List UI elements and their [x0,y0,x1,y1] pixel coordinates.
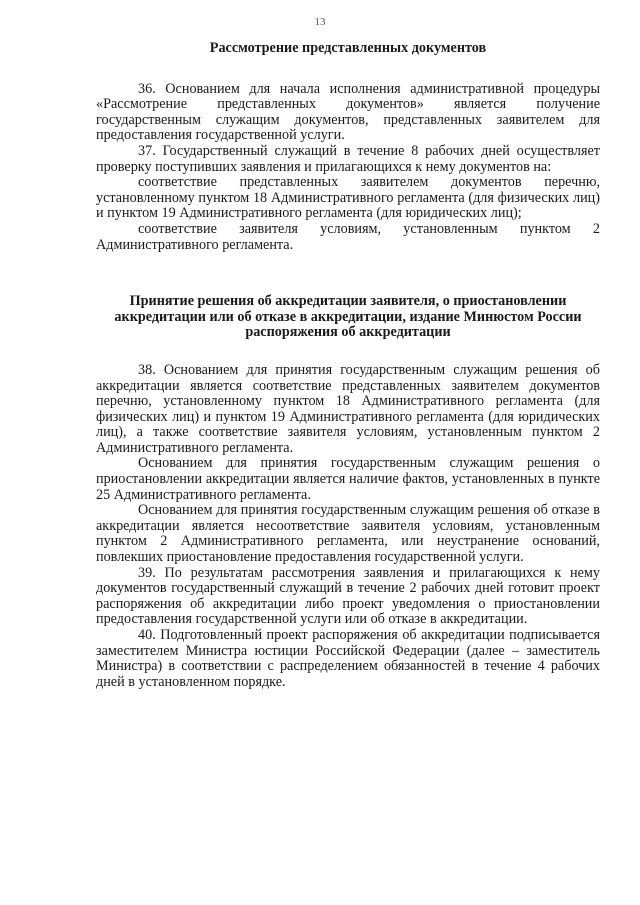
paragraph-39: 39. По результатам рассмотрения заявления и прилагающихся к нему документов государственный служащий в течение 2 рабочих дней готовит проект распоряжения об аккредитации либо проект уведомления о приостановлении предоставления государственной услуги или об отказе в аккредитации. [96,564,600,628]
paragraph-suspension-basis: Основанием для принятия государственным служащим решения о приостановлении аккредитации является наличие фактов, установленных в пункте 25 Административного регламента. [96,455,600,503]
paragraph-36: 36. Основанием для начала исполнения административной процедуры «Рассмотрение представленных документов» является получение государственным служащим документов, представленных заявителем для предоставления государственной услуги. [96,80,600,144]
paragraph-refusal-basis: Основанием для принятия государственным служащим решения об отказе в аккредитации является несоответствие заявителя условиям, установленным пунктом 2 Административного регламента, или неустранение оснований, повлекших приостановление предоставления государственной услуги. [96,502,600,566]
list-item-documents-check: соответствие представленных заявителем документов перечню, установленному пунктом 18 Административного регламента (для физических лиц) и пунктом 19 Административного регламента (для юридических лиц); [96,174,600,222]
list-item-applicant-check: соответствие заявителя условиям, установленным пунктом 2 Административного регламента. [96,220,600,253]
paragraph-37: 37. Государственный служащий в течение 8 рабочих дней осуществляет проверку поступивших заявления и прилагающихся к нему документов на: [96,142,600,175]
paragraph-38: 38. Основанием для принятия государственным служащим решения об аккредитации является соответствие представленных заявителем документов перечню, установленному пунктом 18 Административного регламента (для физических лиц) и пунктом 19 Административного регламента (для юридических лиц), а также соответствие заявителя условиям, установленным пунктом 2 Административного регламента. [96,361,600,456]
section-heading-review: Рассмотрение представленных документов [209,40,487,56]
section-heading-decision: Принятие решения об аккредитации заявителя, о приостановлении аккредитации или об отказе в аккредитации, издание Минюстом России распоряжения об аккредитации [114,293,582,341]
document-body [96,41,600,690]
paragraph-40: 40. Подготовленный проект распоряжения об аккредитации подписывается заместителем Министра юстиции Российской Федерации (далее – заместитель Министра) в соответствии с распределением обязанностей в течение 4 рабочих дней в установленном порядке. [96,627,600,690]
page-number: 13 [314,16,326,28]
